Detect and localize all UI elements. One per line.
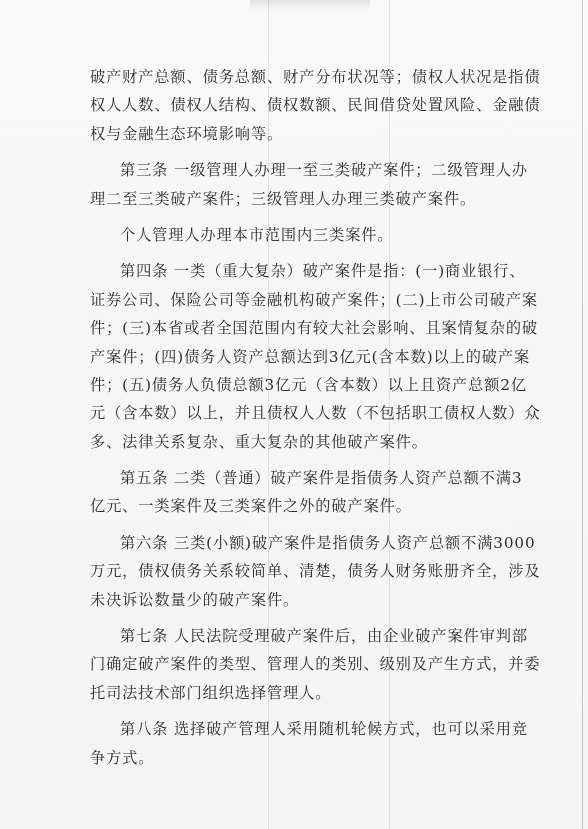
article-8-heading-line: 第八条 选择破产管理人采用随机轮候方式，也可以采用竞: [120, 720, 528, 739]
document-body: [90, 66, 541, 775]
scan-line: [582, 0, 583, 829]
article-5-heading-line: 第五条 二类（普通）破产案件是指债务人资产总额不满3: [120, 469, 523, 488]
article-3-heading-line: 第三条 一级管理人办理一至三类破产案件；二级管理人办: [120, 161, 528, 180]
text-line: 个人管理人办理本市范围内三类案件。: [120, 225, 394, 244]
text-line: 未决诉讼数量少的破产案件。: [90, 590, 300, 609]
text-line: 争方式。: [90, 748, 155, 767]
text-line: 件；(五)债务人负债总额3亿元（含本数）以上且资产总额2亿: [90, 375, 527, 394]
text-line: 元（含本数）以上，并且债权人人数（不包括职工债权人数）众: [90, 404, 541, 423]
article-6-heading-line: 第六条 三类(小额)破产案件是指债务人资产总额不满3000: [120, 533, 536, 552]
article-4-heading-line: 第四条 一类（重大复杂）破产案件是指：(一)商业银行、: [120, 262, 526, 281]
text-line: 亿元、一类案件及三类案件之外的破产案件。: [90, 497, 412, 516]
text-line: 万元，债权债务关系较简单、清楚，债务人财务账册齐全，涉及: [90, 562, 541, 581]
text-line: 权与金融生态环境影响等。: [90, 124, 284, 143]
text-line: 件；(三)本省或者全国范围内有较大社会影响、且案情复杂的破: [90, 319, 539, 338]
text-line: 门确定破产案件的类型、管理人的类别、级别及产生方式，并委: [90, 655, 541, 674]
text-line: 多、法律关系复杂、重大复杂的其他破产案件。: [90, 432, 428, 451]
article-7-heading-line: 第七条 人民法院受理破产案件后，由企业破产案件审判部: [120, 627, 528, 646]
text-line: 理二至三类破产案件；三级管理人办理三类破产案件。: [90, 189, 477, 208]
text-line: 证券公司、保险公司等金融机构破产案件；(二)上市公司破产案: [90, 290, 539, 309]
text-line: 托司法技术部门组织选择管理人。: [90, 683, 332, 702]
text-line: 破产财产总额、债务总额、财产分布状况等；债权人状况是指债: [90, 68, 541, 86]
text-line: 产案件；(四)债务人资产总额达到3亿元(含本数)以上的破产案: [90, 347, 531, 366]
text-line: 权人人数、债权人结构、债权数额、民间借贷处置风险、金融债: [90, 96, 541, 115]
